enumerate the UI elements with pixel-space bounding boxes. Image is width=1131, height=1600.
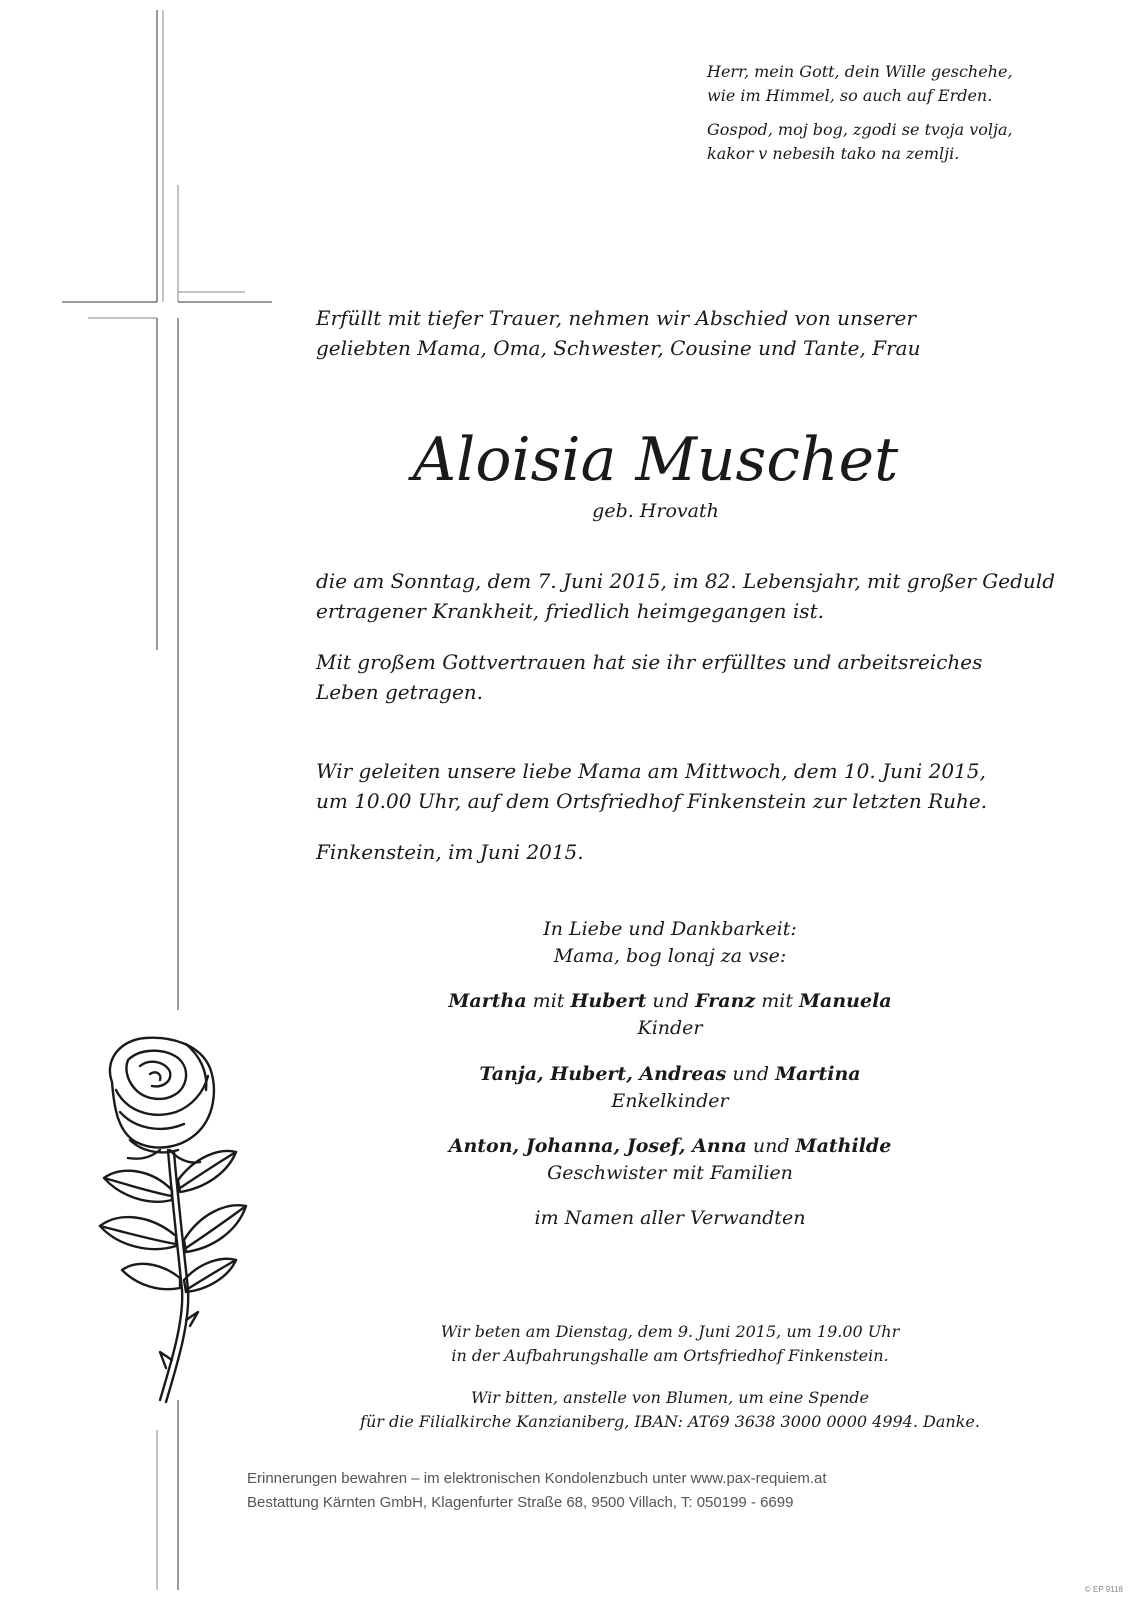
- life-line-2: Leben getragen.: [316, 680, 484, 704]
- prayer-block: [707, 60, 1013, 166]
- children-block: [350, 988, 990, 1042]
- connector: und: [746, 1135, 796, 1157]
- connector: mit: [526, 990, 571, 1012]
- maiden-name: geb. Hrovath: [592, 500, 719, 522]
- intro-line-2: geliebten Mama, Oma, Schwester, Cousine und Tante, Frau: [316, 336, 921, 360]
- prayer-sl-line-2: kakor v nebesih tako na zemlji.: [707, 144, 960, 163]
- connector: mit: [755, 990, 800, 1012]
- life-line-1: Mit großem Gottvertrauen hat sie ihr erfülltes und arbeitsreiches: [316, 650, 983, 674]
- sibling-names: Anton, Johanna, Josef, Anna: [448, 1135, 747, 1157]
- children-label: Kinder: [637, 1017, 703, 1039]
- footer-line-1: Erinnerungen bewahren – im elektronischen Kondolenzbuch unter www.pax-requiem.at: [247, 1470, 827, 1487]
- grandchildren-names: [350, 1061, 990, 1088]
- donation-note: [350, 1386, 990, 1434]
- child-name: Manuela: [799, 990, 892, 1012]
- funeral-paragraph: [316, 756, 987, 816]
- gratitude-line-2: Mama, bog lonaj za vse:: [553, 945, 787, 967]
- connector: und: [646, 990, 696, 1012]
- gratitude-block: [350, 916, 990, 970]
- intro-text: [316, 303, 920, 363]
- child-name: Hubert: [570, 990, 647, 1012]
- grandchildren-label: Enkelkinder: [611, 1090, 729, 1112]
- grandchild-name: Martina: [775, 1063, 861, 1085]
- prayer-note-line-1: Wir beten am Dienstag, dem 9. Juni 2015, um 19.00 Uhr: [440, 1322, 900, 1341]
- footer: [247, 1467, 827, 1515]
- donation-line-1: Wir bitten, anstelle von Blumen, um eine Spende: [471, 1388, 869, 1407]
- deceased-name: Aloisia Muschet: [412, 425, 899, 495]
- funeral-line-2: um 10.00 Uhr, auf dem Ortsfriedhof Finkenstein zur letzten Ruhe.: [316, 789, 988, 813]
- siblings-label: Geschwister mit Familien: [547, 1162, 793, 1184]
- prayer-sl-line-1: Gospod, moj bog, zgodi se tvoja volja,: [707, 120, 1013, 139]
- prayer-de-line-2: wie im Himmel, so auch auf Erden.: [707, 86, 993, 105]
- intro-line-1: Erfüllt mit tiefer Trauer, nehmen wir Abschied von unserer: [316, 306, 916, 330]
- death-line-1: die am Sonntag, dem 7. Juni 2015, im 82. Lebensjahr, mit großer Geduld: [316, 569, 1056, 593]
- sibling-name: Mathilde: [795, 1135, 892, 1157]
- relatives-line: im Namen aller Verwandten: [534, 1207, 806, 1229]
- connector: und: [726, 1063, 776, 1085]
- child-name: Franz: [695, 990, 756, 1012]
- footer-line-2: Bestattung Kärnten GmbH, Klagenfurter Straße 68, 9500 Villach, T: 050199 - 6699: [247, 1494, 794, 1511]
- prayer-de-line-1: Herr, mein Gott, dein Wille geschehe,: [707, 62, 1013, 81]
- document-code: © EP 9118: [1084, 1585, 1123, 1594]
- place-date: Finkenstein, im Juni 2015.: [316, 840, 584, 864]
- prayer-note: [350, 1320, 990, 1368]
- children-names: [350, 988, 990, 1015]
- death-line-2: ertragener Krankheit, friedlich heimgegangen ist.: [316, 599, 824, 623]
- grandchild-names: Tanja, Hubert, Andreas: [479, 1063, 727, 1085]
- gratitude-line-1: In Liebe und Dankbarkeit:: [543, 918, 797, 940]
- grandchildren-block: [350, 1061, 990, 1115]
- life-paragraph: [316, 647, 982, 707]
- siblings-names: [350, 1133, 990, 1160]
- death-paragraph: [316, 566, 1055, 626]
- siblings-block: [350, 1133, 990, 1187]
- prayer-note-line-2: in der Aufbahrungshalle am Ortsfriedhof Finkenstein.: [451, 1346, 889, 1365]
- child-name: Martha: [448, 990, 527, 1012]
- funeral-line-1: Wir geleiten unsere liebe Mama am Mittwoch, dem 10. Juni 2015,: [316, 759, 986, 783]
- donation-line-2: für die Filialkirche Kanzianiberg, IBAN: AT69 3638 3000 0000 4994. Danke.: [360, 1412, 980, 1431]
